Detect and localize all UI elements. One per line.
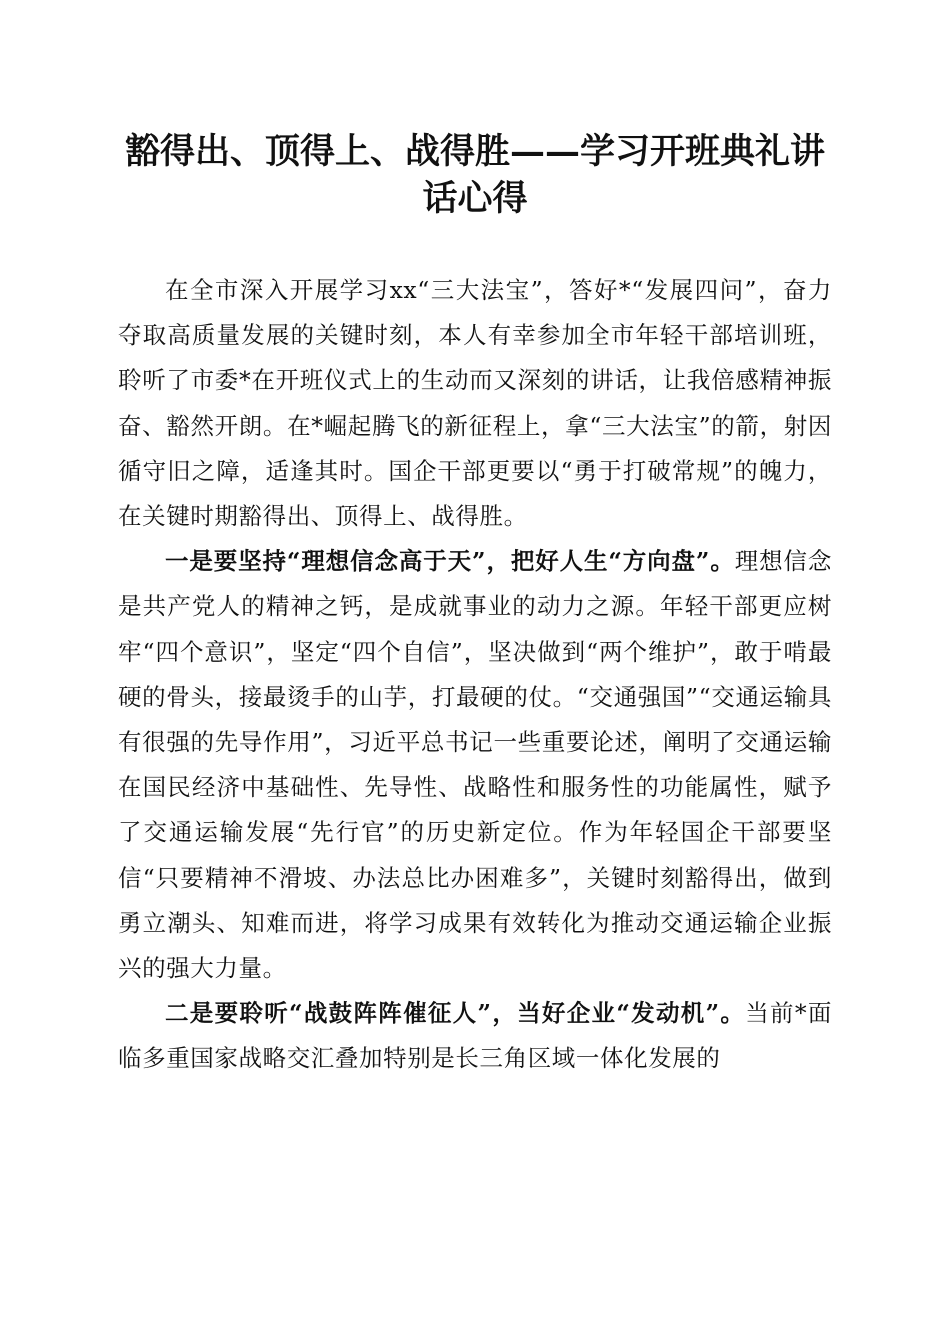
paragraph-text: 在全市深入开展学习xx“三大法宝”，答好*“发展四问”，奋力夺取高质量发展的关键时刻，本人有幸参加全市年轻干部培训班，聆听了市委*在开班仪式上的生动而又深刻的讲话，让我倍感精神振奋、豁然开朗。在*崛起腾飞的新征程上，拿“三大法宝”的箭，射因循守旧之障，适逢其时。国企干部更要以“勇于打破常规”的魄力，在关键时期豁得出、顶得上、战得胜。 [118, 276, 832, 531]
paragraph-lead: 一是要坚持“理想信念高于天”，把好人生“方向盘”。 [165, 547, 735, 576]
document-title: 豁得出、顶得上、战得胜——学习开班典礼讲话心得 [124, 131, 825, 219]
paragraph-point-one [118, 539, 832, 991]
paragraph-lead: 二是要聆听“战鼓阵阵催征人”，当好企业“发动机”。 [165, 999, 746, 1028]
paragraph-intro [118, 268, 832, 539]
document-body [118, 268, 832, 1082]
paragraph-text: 理想信念是共产党人的精神之钙，是成就事业的动力之源。年轻干部更应树牢“四个意识”，坚定“四个自信”，坚决做到“两个维护”，敢于啃最硬的骨头，接最烫手的山芋，打最硬的仗。“交通强国”“交通运输具有很强的先导作用”，习近平总书记一些重要论述，阐明了交通运输在国民经济中基础性、先导性、战略性和服务性的功能属性，赋予了交通运输发展“先行官”的历史新定位。作为年轻国企干部要坚信“只要精神不滑坡、办法总比办困难多”，关键时刻豁得出，做到勇立潮头、知难而进，将学习成果有效转化为推动交通运输企业振兴的强大力量。 [118, 547, 832, 983]
paragraph-text: 当前*面临多重国家战略交汇叠加特别是长三角区域一体化发展的 [118, 999, 832, 1073]
paragraph-point-two [118, 991, 832, 1081]
